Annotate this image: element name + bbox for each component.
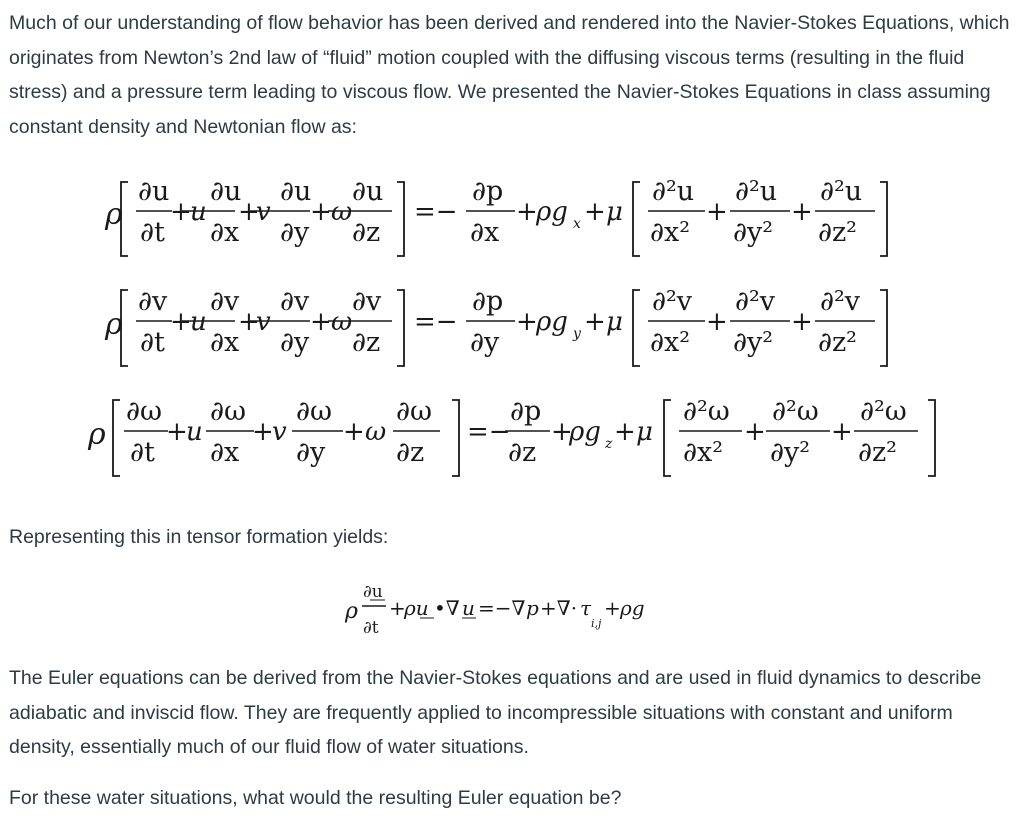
svg-text:∂ω: ∂ω	[210, 396, 246, 427]
svg-text:∂p: ∂p	[510, 396, 542, 427]
svg-text:+: +	[516, 197, 538, 227]
svg-text:∂ω: ∂ω	[126, 396, 162, 427]
svg-text:∂²u: ∂²u	[735, 176, 778, 207]
svg-text:+: +	[170, 307, 192, 337]
svg-text:∂z²: ∂z²	[858, 437, 898, 468]
svg-text:∂²v: ∂²v	[652, 286, 693, 317]
svg-text:∂z: ∂z	[352, 217, 381, 248]
svg-text:+: +	[744, 417, 766, 447]
svg-text:∂²v: ∂²v	[820, 286, 861, 317]
intro-paragraph: Much of our understanding of flow behavior has been derived and rendered into the Navier-Stokes Equations, which originates from Newton’s 2nd law of “fluid” motion coupled with the diffusing viscous terms (resulting in the fluid stress) and a pressure term leading to viscous flow. We presented the Navier-Stokes Equations in class assuming constant density and Newtonian flow as:	[9, 12, 1010, 138]
svg-text:+: +	[166, 417, 188, 447]
svg-text:∂²ω: ∂²ω	[860, 396, 907, 427]
svg-text:∂z: ∂z	[508, 437, 537, 468]
svg-text:+: +	[614, 417, 636, 447]
svg-text:ρg: ρg	[536, 307, 568, 337]
svg-text:∂u: ∂u	[280, 176, 312, 207]
svg-text:∂y: ∂y	[280, 217, 310, 248]
svg-text:ω: ω	[331, 197, 353, 227]
svg-text:∂v: ∂v	[280, 286, 310, 317]
svg-text:∂v: ∂v	[138, 286, 168, 317]
svg-text:∂y: ∂y	[470, 327, 500, 358]
svg-text:∂²u: ∂²u	[652, 176, 695, 207]
svg-text:∂z: ∂z	[396, 437, 425, 468]
svg-text:+: +	[791, 307, 813, 337]
svg-text:+: +	[791, 197, 813, 227]
svg-text:+: +	[343, 417, 365, 447]
svg-text:ω: ω	[331, 307, 353, 337]
svg-text:u: u	[186, 417, 203, 447]
svg-text:∂p: ∂p	[472, 286, 504, 317]
svg-text:+: +	[706, 307, 728, 337]
svg-text:p: p	[526, 596, 539, 620]
svg-text:ρg: ρg	[536, 197, 568, 227]
svg-text:∂²v: ∂²v	[735, 286, 776, 317]
svg-text:y: y	[573, 326, 581, 342]
euler-paragraph: The Euler equations can be derived from the Navier-Stokes equations and are used in fluid dynamics to describe adiabatic and inviscid flow. They are frequently applied to incompressible situations with constant and uniform density, essentially much of our fluid flow of water situations.	[9, 667, 982, 758]
svg-text:+: +	[170, 197, 192, 227]
svg-text:∂t: ∂t	[140, 217, 165, 248]
svg-text:∂ω: ∂ω	[296, 396, 332, 427]
svg-text:∂x: ∂x	[210, 327, 240, 358]
svg-text:∂x: ∂x	[210, 217, 240, 248]
svg-text:∂z: ∂z	[352, 327, 381, 358]
z-momentum-equation	[87, 396, 935, 476]
svg-text:x: x	[573, 216, 581, 232]
svg-text:+: +	[252, 417, 274, 447]
svg-text:+: +	[310, 307, 332, 337]
svg-text:+: +	[604, 596, 621, 620]
svg-text:∂x²: ∂x²	[683, 437, 724, 468]
svg-text:ω: ω	[365, 417, 387, 447]
svg-text:z: z	[605, 436, 613, 452]
svg-text:i,j: i,j	[591, 617, 602, 630]
svg-text:∂y²: ∂y²	[770, 437, 811, 468]
svg-text:ρu: ρu	[404, 596, 429, 620]
svg-text:=−: =−	[414, 307, 458, 337]
svg-text:∂x²: ∂x²	[650, 327, 691, 358]
svg-text:+: +	[706, 197, 728, 227]
svg-text:ρ: ρ	[105, 307, 123, 342]
svg-text:∂x²: ∂x²	[650, 217, 691, 248]
svg-text:+: +	[584, 307, 606, 337]
svg-text:+: +	[238, 197, 260, 227]
svg-text:ρg: ρg	[569, 417, 601, 447]
svg-text:u: u	[190, 307, 207, 337]
x-momentum-equation	[104, 176, 887, 256]
svg-text:∂t: ∂t	[363, 618, 379, 638]
svg-text:∂u: ∂u	[210, 176, 242, 207]
svg-text:ρ: ρ	[105, 197, 123, 232]
svg-text:v: v	[272, 417, 287, 447]
svg-text:∂v: ∂v	[352, 286, 382, 317]
svg-text:∂²u: ∂²u	[820, 176, 863, 207]
svg-text:+∇·: +∇·	[540, 596, 578, 620]
svg-text:+: +	[584, 197, 606, 227]
tensor-intro: Representing this in tensor formation yields:	[9, 526, 389, 548]
svg-text:μ: μ	[606, 197, 623, 227]
svg-text:∂u: ∂u	[138, 176, 170, 207]
svg-text:∂x: ∂x	[470, 217, 500, 248]
svg-text:ρ: ρ	[345, 599, 358, 624]
svg-text:+: +	[310, 197, 332, 227]
svg-text:+: +	[389, 596, 406, 620]
svg-text:∂v: ∂v	[210, 286, 240, 317]
svg-text:∂y²: ∂y²	[733, 217, 774, 248]
svg-text:∂z²: ∂z²	[818, 327, 858, 358]
svg-text:∂y²: ∂y²	[733, 327, 774, 358]
svg-text:∂u: ∂u	[363, 582, 383, 602]
svg-text:v: v	[256, 197, 271, 227]
svg-text:u: u	[462, 596, 475, 620]
svg-text:∂ω: ∂ω	[396, 396, 432, 427]
svg-text:u: u	[190, 197, 207, 227]
y-momentum-equation	[104, 286, 887, 366]
svg-text:+: +	[551, 417, 573, 447]
svg-text:∂y: ∂y	[296, 437, 326, 468]
svg-text:∂p: ∂p	[472, 176, 504, 207]
svg-text:•∇: •∇	[434, 596, 460, 620]
svg-text:∂²ω: ∂²ω	[683, 396, 730, 427]
svg-text:=−: =−	[467, 417, 511, 447]
svg-text:ρg: ρg	[620, 596, 645, 620]
svg-text:+: +	[238, 307, 260, 337]
svg-text:=−: =−	[414, 197, 458, 227]
svg-text:+: +	[831, 417, 853, 447]
svg-text:ρ: ρ	[88, 417, 106, 452]
svg-text:=−∇: =−∇	[478, 596, 526, 620]
svg-text:∂²ω: ∂²ω	[772, 396, 819, 427]
svg-text:μ: μ	[606, 307, 623, 337]
svg-text:∂t: ∂t	[140, 327, 165, 358]
svg-text:∂u: ∂u	[352, 176, 384, 207]
svg-text:∂t: ∂t	[130, 437, 155, 468]
svg-text:∂z²: ∂z²	[818, 217, 858, 248]
svg-text:v: v	[256, 307, 271, 337]
question: For these water situations, what would the resulting Euler equation be?	[9, 787, 622, 809]
svg-text:∂x: ∂x	[210, 437, 240, 468]
svg-text:τ: τ	[580, 596, 592, 620]
svg-text:μ: μ	[636, 417, 653, 447]
svg-text:∂y: ∂y	[280, 327, 310, 358]
svg-text:+: +	[516, 307, 538, 337]
